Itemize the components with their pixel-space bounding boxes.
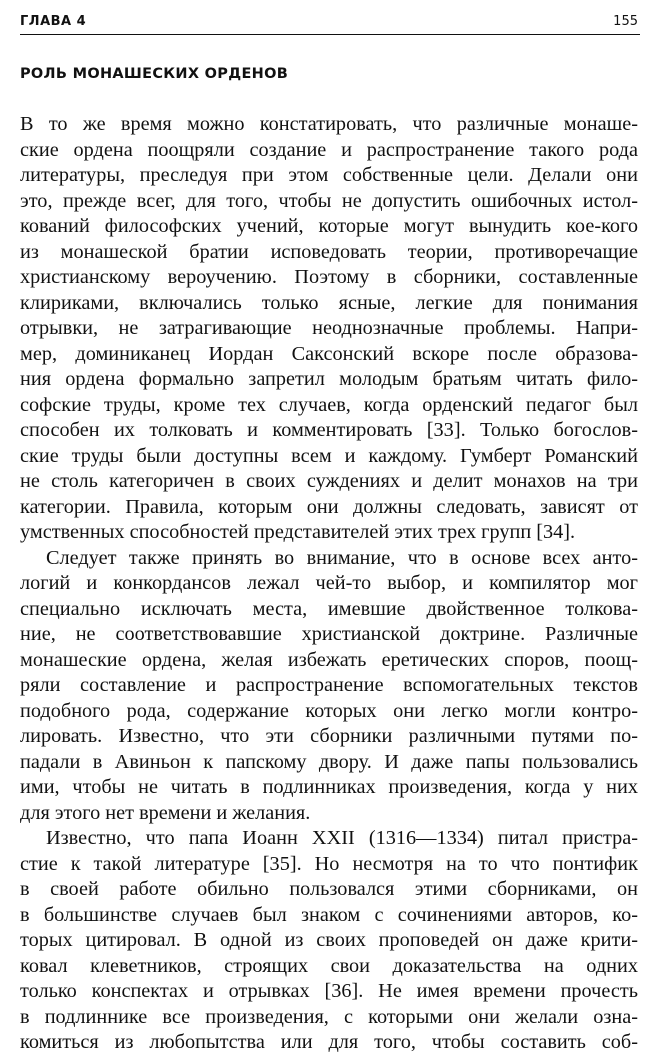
text-line: ские ордена поощряли создание и распространение такого рода xyxy=(20,138,638,161)
paragraph xyxy=(20,826,638,1056)
text-line: христианскому вероучению. Поэтому в сборники, составленные xyxy=(20,266,638,288)
text-line: софские труды, кроме тех случаев, когда орденский педагог был xyxy=(20,393,638,416)
body-text xyxy=(20,112,638,1056)
text-line: только конспектах и отрывках [36]. Не имея времени прочесть xyxy=(20,980,638,1002)
text-line: отрывки, не затрагивающие неоднозначные проблемы. Напри- xyxy=(20,317,638,339)
text-line: для этого нет времени и желания. xyxy=(20,801,311,824)
text-line: торых цитировал. В одной из своих проповедей он даже крити- xyxy=(20,929,638,951)
text-line: ния ордена формально запретил молодым братьям читать фило- xyxy=(20,368,638,390)
text-line: в большинстве случаев был знаком с сочинениями авторов, ко- xyxy=(20,903,638,926)
text-line: не столь категоричен в своих суждениях и делит монахов на три xyxy=(20,470,638,492)
text-line: литературы, преследуя при этом собственные цели. Делали они xyxy=(20,164,638,186)
text-line: ими, чтобы не читать в подлинниках произведения, когда у них xyxy=(20,776,638,798)
text-line: категории. Правила, которым они должны следовать, зависят от xyxy=(20,495,638,518)
text-line: Следует также принять во внимание, что в основе всех анто- xyxy=(46,546,638,569)
text-line: стие к такой литературе [35]. Но несмотря на то что понтифик xyxy=(20,852,638,875)
text-line: мер, доминиканец Иордан Саксонский вскоре после образова- xyxy=(20,342,638,365)
text-line: падали в Авиньон к папскому двору. И даже папы пользовались xyxy=(20,750,638,773)
text-line: ковал клеветников, строящих свои доказательства на одних xyxy=(20,954,638,977)
text-line: специально исключать места, имевшие двойственное толкова- xyxy=(20,597,638,620)
text-line: В то же время можно констатировать, что различные монаше- xyxy=(20,113,638,135)
text-line: подобного рода, содержание которых они легко могли контро- xyxy=(20,699,638,722)
text-line: в подлиннике все произведения, с которыми они желали озна- xyxy=(20,1005,638,1028)
chapter-label: ГЛАВА 4 xyxy=(20,14,87,29)
text-line: в своей работе обильно пользовался этими сборниками, он xyxy=(20,878,638,900)
text-line: лировать. Известно, что эти сборники различными путями по- xyxy=(20,725,638,747)
paragraph xyxy=(20,546,638,827)
paragraph xyxy=(20,112,638,546)
text-line: ние, не соответствовавшие христианской доктрине. Различные xyxy=(20,623,638,645)
text-line: ряли составление и распространение вспомогательных текстов xyxy=(20,674,638,696)
section-title: РОЛЬ МОНАШЕСКИХ ОРДЕНОВ xyxy=(20,66,289,82)
text-line: Известно, что папа Иоанн XXII (1316—1334) питал пристра- xyxy=(46,827,638,849)
page-number: 155 xyxy=(613,14,638,29)
text-line: комиться из любопытства или для того, чтобы составить соб- xyxy=(20,1031,638,1053)
text-line: монашеские ордена, желая избежать еретических споров, поощ- xyxy=(20,648,638,671)
text-line: умственных способностей представителей этих трех групп [34]. xyxy=(20,521,576,543)
text-line: способен их толковать и комментировать [33]. Только богослов- xyxy=(20,419,638,441)
text-line: ские труды были доступны всем и каждому. Гумберт Романский xyxy=(20,444,638,467)
text-line: логий и конкордансов лежал чей-то выбор, и компилятор мог xyxy=(20,572,638,594)
text-line: из монашеской братии исповедовать теории, противоречащие xyxy=(20,240,638,263)
running-header xyxy=(20,10,640,35)
text-line: кований философских учений, которые могут вынудить кое-кого xyxy=(20,215,638,237)
text-line: клириками, включались только ясные, легкие для понимания xyxy=(20,291,638,314)
text-line: это, прежде всег, для того, чтобы не допустить ошибочных истол- xyxy=(20,189,638,212)
